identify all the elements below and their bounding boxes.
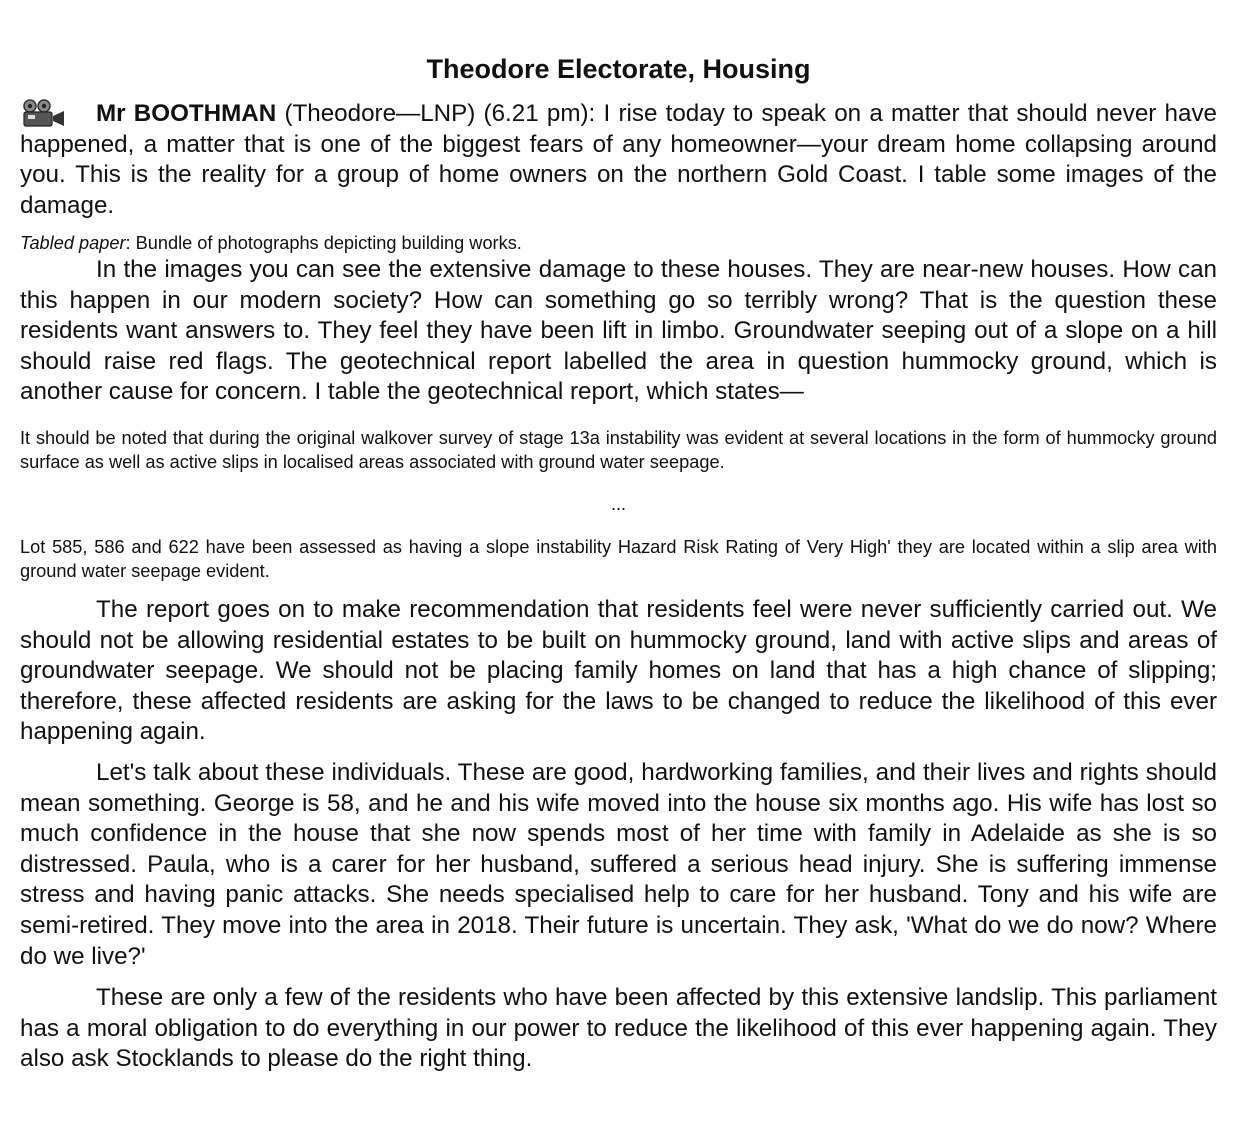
paragraph-5 <box>20 983 1217 1075</box>
ellipsis-text: ... <box>610 494 626 514</box>
quote-2-text: Lot 585, 586 and 622 have been assessed as having a slope instability Hazard Risk Rating of Very High' they are located within a slip area with ground water seepage evident. <box>20 537 1217 581</box>
intro-paragraph <box>20 99 1217 221</box>
paragraph-2 <box>20 255 1217 408</box>
quote-ellipsis <box>20 494 1217 514</box>
tabled-paper-line <box>20 231 1217 255</box>
quote-1 <box>20 426 1217 474</box>
quote-1-text: It should be noted that during the original walkover survey of stage 13a instability was evident at several locations in the form of hummocky ground surface as well as active slips in localised areas associated with ground water seepage. <box>20 428 1217 472</box>
paragraph-4 <box>20 758 1217 972</box>
tabled-paper-label: Tabled paper <box>20 233 126 253</box>
speaker-name: Mr BOOTHMAN <box>96 100 277 127</box>
page-title: Theodore Electorate, Housing <box>426 54 811 84</box>
tabled-paper <box>20 231 1217 255</box>
paragraph-4-text: Let's talk about these individuals. These are good, hardworking families, and their lives and rights should mean something. George is 58, and he and his wife moved into the house six months ago. His wife has lost so much confidence in the house that she now spends most of her time with family in Adelaide as she is so distressed. Paula, who is a carer for her husband, suffered a serious head injury. She is suffering immense stress and having panic attacks. She needs specialised help to care for her husband. Tony and his wife are semi-retired. They move into the area in 2018. Their future is uncertain. They ask, 'What do we do now? Where do we live?' <box>20 759 1217 970</box>
tabled-paper-text: : Bundle of photographs depicting building works. <box>125 233 522 253</box>
speech-intro <box>20 99 1217 221</box>
paragraph-3 <box>20 595 1217 748</box>
paragraph-2-text: In the images you can see the extensive damage to these houses. They are near-new houses. How can this happen in our modern society? How can something go so terribly wrong? That is the question these residents want answers to. They feel they have been lift in limbo. Groundwater seeping out of a slope on a hill should raise red flags. The geotechnical report labelled the area in question hummocky ground, which is another cause for concern. I table the geotechnical report, which states— <box>20 256 1217 406</box>
quote-2 <box>20 535 1217 583</box>
intro-text: (Theodore—LNP) (6.21 pm): I rise today to speak on a matter that should never have happened, a matter that is one of the biggest fears of any homeowner—your dream home collapsing around you. This is the reality for a group of home owners on the northern Gold Coast. I table some images of the damage. <box>20 100 1217 219</box>
paragraph-3-text: The report goes on to make recommendation that residents feel were never sufficiently carried out. We should not be allowing residential estates to be built on hummocky ground, land with active slips and areas of groundwater seepage. We should not be placing family homes on land that has a high chance of slipping; therefore, these affected residents are asking for the laws to be changed to reduce the likelihood of this ever happening again. <box>20 596 1217 746</box>
paragraph-5-text: These are only a few of the residents who have been affected by this extensive landslip. This parliament has a moral obligation to do everything in our power to reduce the likelihood of this ever happening again. They also ask Stocklands to please do the right thing. <box>20 984 1217 1073</box>
video-camera-icon[interactable] <box>20 99 72 127</box>
